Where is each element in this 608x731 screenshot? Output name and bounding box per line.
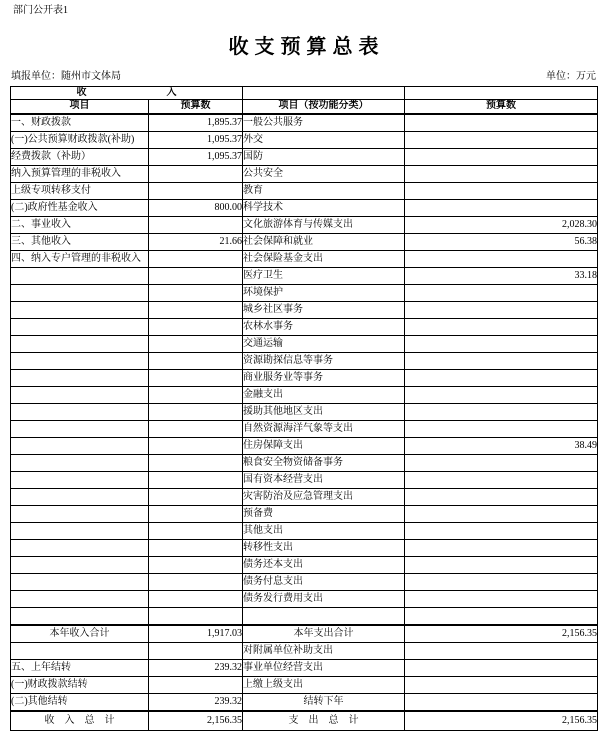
expense-item-cell: 住房保障支出: [243, 438, 405, 455]
income-item-cell: [11, 438, 149, 455]
income-item-cell: [11, 591, 149, 608]
table-row: [11, 438, 598, 455]
table-row: [11, 319, 598, 336]
reporting-unit-label: 填报单位：随州市文体局: [11, 71, 121, 82]
income-item-cell: [11, 574, 149, 591]
expense-budget-cell: [405, 149, 598, 166]
table-row: [11, 455, 598, 472]
income-item-cell: [11, 387, 149, 404]
income-budget-cell: [149, 183, 243, 200]
header-spacer-cell-2: [405, 87, 598, 100]
expense-item-cell: 商业服务业等事务: [243, 370, 405, 387]
expense-item-cell: 粮食安全物资储备事务: [243, 455, 405, 472]
income-item-cell: (二)其他结转: [11, 694, 149, 712]
income-item-cell: 本年收入合计: [11, 625, 149, 643]
table-row: [11, 200, 598, 217]
expense-item-cell: 援助其他地区支出: [243, 404, 405, 421]
expense-budget-cell: [405, 370, 598, 387]
expense-item-cell: 资源勘探信息等事务: [243, 353, 405, 370]
expense-item-cell: 国有资本经营支出: [243, 472, 405, 489]
expense-budget-cell: [405, 540, 598, 557]
expense-item-cell: 外交: [243, 132, 405, 149]
income-item-cell: [11, 455, 149, 472]
col-header-income-item: 项目: [11, 100, 149, 115]
expense-budget-cell: [405, 455, 598, 472]
col-header-expense-item: 项目（按功能分类）: [243, 100, 405, 115]
expense-item-cell: 支 出 总 计: [243, 711, 405, 731]
income-budget-cell: [149, 421, 243, 438]
income-item-cell: 五、上年结转: [11, 660, 149, 677]
income-item-cell: 经费拨款（补助）: [11, 149, 149, 166]
expense-budget-cell: [405, 643, 598, 660]
income-item-cell: [11, 421, 149, 438]
expense-budget-cell: 2,156.35: [405, 711, 598, 731]
income-budget-cell: [149, 302, 243, 319]
income-budget-cell: 21.66: [149, 234, 243, 251]
header-spacer-cell-1: [243, 87, 405, 100]
income-budget-cell: [149, 217, 243, 234]
income-item-cell: [11, 285, 149, 302]
expense-item-cell: 农林水事务: [243, 319, 405, 336]
expense-budget-cell: [405, 472, 598, 489]
table-row: [11, 643, 598, 660]
table-row: [11, 506, 598, 523]
income-item-cell: [11, 268, 149, 285]
table-row: [11, 387, 598, 404]
table-row: [11, 677, 598, 694]
income-item-cell: 一、财政拨款: [11, 114, 149, 132]
expense-budget-cell: [405, 489, 598, 506]
expense-item-cell: 对附属单位补助支出: [243, 643, 405, 660]
expense-item-cell: 本年支出合计: [243, 625, 405, 643]
expense-budget-cell: [405, 132, 598, 149]
expense-budget-cell: [405, 302, 598, 319]
expense-item-cell: 教育: [243, 183, 405, 200]
income-budget-cell: [149, 336, 243, 353]
table-row: [11, 132, 598, 149]
income-item-cell: [11, 608, 149, 626]
expense-item-cell: 其他支出: [243, 523, 405, 540]
income-item-cell: [11, 370, 149, 387]
income-budget-cell: [149, 591, 243, 608]
table-row: [11, 285, 598, 302]
expense-item-cell: 债务还本支出: [243, 557, 405, 574]
expense-budget-cell: 2,028.30: [405, 217, 598, 234]
expense-budget-cell: [405, 114, 598, 132]
table-row: [11, 336, 598, 353]
expense-item-cell: 转移性支出: [243, 540, 405, 557]
expense-budget-cell: [405, 660, 598, 677]
income-item-cell: [11, 319, 149, 336]
expense-budget-cell: [405, 421, 598, 438]
expense-item-cell: 交通运输: [243, 336, 405, 353]
income-item-cell: 二、事业收入: [11, 217, 149, 234]
expense-budget-cell: [405, 319, 598, 336]
expense-item-cell: 社会保险基金支出: [243, 251, 405, 268]
income-item-cell: 三、其他收入: [11, 234, 149, 251]
table-row: [11, 694, 598, 712]
expense-item-cell: 医疗卫生: [243, 268, 405, 285]
expense-budget-cell: [405, 608, 598, 626]
income-budget-cell: 1,095.37: [149, 132, 243, 149]
income-item-cell: (二)政府性基金收入: [11, 200, 149, 217]
expense-budget-cell: 56.38: [405, 234, 598, 251]
expense-item-cell: 债务付息支出: [243, 574, 405, 591]
expense-budget-cell: [405, 404, 598, 421]
unit-note-label: 单位：万元: [546, 71, 596, 82]
income-budget-cell: [149, 438, 243, 455]
expense-budget-cell: [405, 336, 598, 353]
expense-item-cell: 结转下年: [243, 694, 405, 712]
income-budget-cell: 239.32: [149, 694, 243, 712]
income-section-header-row: [11, 87, 598, 100]
table-row: [11, 149, 598, 166]
expense-item-cell: 文化旅游体育与传媒支出: [243, 217, 405, 234]
expense-budget-cell: [405, 200, 598, 217]
budget-table-body: [11, 114, 598, 731]
expense-item-cell: 公共安全: [243, 166, 405, 183]
income-item-cell: [11, 472, 149, 489]
table-row: [11, 591, 598, 608]
table-row: [11, 523, 598, 540]
income-budget-cell: [149, 268, 243, 285]
table-row: [11, 268, 598, 285]
expense-budget-cell: [405, 557, 598, 574]
income-budget-cell: 1,917.03: [149, 625, 243, 643]
income-item-cell: 纳入预算管理的非税收入: [11, 166, 149, 183]
budget-table: [10, 86, 598, 731]
income-item-cell: [11, 353, 149, 370]
table-row: [11, 608, 598, 626]
expense-budget-cell: [405, 694, 598, 712]
income-section-header: 收 入: [11, 87, 243, 100]
income-budget-cell: [149, 319, 243, 336]
income-item-cell: [11, 302, 149, 319]
expense-item-cell: 上缴上级支出: [243, 677, 405, 694]
table-row: [11, 234, 598, 251]
expense-budget-cell: 38.49: [405, 438, 598, 455]
income-budget-cell: 2,156.35: [149, 711, 243, 731]
expense-budget-cell: 2,156.35: [405, 625, 598, 643]
table-row: [11, 404, 598, 421]
expense-budget-cell: [405, 506, 598, 523]
table-row: [11, 489, 598, 506]
income-item-cell: (一)公共预算财政拨款(补助): [11, 132, 149, 149]
expense-item-cell: 预备费: [243, 506, 405, 523]
col-header-expense-budget: 预算数: [405, 100, 598, 115]
income-item-cell: (一)财政拨款结转: [11, 677, 149, 694]
expense-item-cell: 社会保障和就业: [243, 234, 405, 251]
income-budget-cell: [149, 404, 243, 421]
table-row: [11, 625, 598, 643]
table-row: [11, 183, 598, 200]
expense-item-cell: [243, 608, 405, 626]
table-row: [11, 114, 598, 132]
meta-row: [10, 71, 597, 83]
expense-budget-cell: [405, 387, 598, 404]
expense-item-cell: 国防: [243, 149, 405, 166]
income-item-cell: [11, 557, 149, 574]
budget-table-header: [11, 87, 598, 115]
income-budget-cell: 1,095.37: [149, 149, 243, 166]
table-row: [11, 574, 598, 591]
page-title: 收支预算总表: [228, 36, 385, 58]
expense-budget-cell: [405, 251, 598, 268]
income-budget-cell: [149, 166, 243, 183]
expense-budget-cell: [405, 677, 598, 694]
table-row: [11, 302, 598, 319]
table-row: [11, 370, 598, 387]
column-header-row: [11, 100, 598, 115]
expense-budget-cell: [405, 285, 598, 302]
expense-item-cell: 事业单位经营支出: [243, 660, 405, 677]
income-budget-cell: [149, 523, 243, 540]
expense-item-cell: 科学技术: [243, 200, 405, 217]
table-row: [11, 353, 598, 370]
income-budget-cell: [149, 251, 243, 268]
income-budget-cell: [149, 608, 243, 626]
income-budget-cell: 1,895.37: [149, 114, 243, 132]
expense-item-cell: 环境保护: [243, 285, 405, 302]
sheet-label: 部门公开表1: [13, 5, 68, 16]
table-row: [11, 540, 598, 557]
income-budget-cell: [149, 506, 243, 523]
expense-budget-cell: [405, 183, 598, 200]
expense-item-cell: 债务发行费用支出: [243, 591, 405, 608]
expense-item-cell: 金融支出: [243, 387, 405, 404]
income-item-cell: 四、纳入专户管理的非税收入: [11, 251, 149, 268]
expense-budget-cell: [405, 523, 598, 540]
income-budget-cell: 239.32: [149, 660, 243, 677]
income-budget-cell: [149, 540, 243, 557]
income-budget-cell: [149, 455, 243, 472]
table-row: [11, 421, 598, 438]
income-budget-cell: [149, 489, 243, 506]
expense-item-cell: 城乡社区事务: [243, 302, 405, 319]
income-budget-cell: [149, 472, 243, 489]
table-row: [11, 251, 598, 268]
income-budget-cell: [149, 370, 243, 387]
expense-item-cell: 自然资源海洋气象等支出: [243, 421, 405, 438]
expense-budget-cell: [405, 353, 598, 370]
income-item-cell: [11, 489, 149, 506]
income-budget-cell: [149, 574, 243, 591]
income-budget-cell: [149, 387, 243, 404]
income-item-cell: [11, 506, 149, 523]
income-item-cell: [11, 540, 149, 557]
table-row: [11, 472, 598, 489]
expense-budget-cell: [405, 166, 598, 183]
expense-item-cell: 一般公共服务: [243, 114, 405, 132]
income-item-cell: 上级专项转移支付: [11, 183, 149, 200]
income-item-cell: [11, 523, 149, 540]
table-row: [11, 217, 598, 234]
income-budget-cell: [149, 285, 243, 302]
income-budget-cell: [149, 557, 243, 574]
expense-item-cell: 灾害防治及应急管理支出: [243, 489, 405, 506]
income-budget-cell: [149, 677, 243, 694]
expense-budget-cell: [405, 591, 598, 608]
table-row: [11, 711, 598, 731]
expense-budget-cell: 33.18: [405, 268, 598, 285]
col-header-income-budget: 预算数: [149, 100, 243, 115]
table-row: [11, 166, 598, 183]
income-budget-cell: 800.00: [149, 200, 243, 217]
income-item-cell: [11, 336, 149, 353]
expense-budget-cell: [405, 574, 598, 591]
income-item-cell: 收 入 总 计: [11, 711, 149, 731]
income-item-cell: [11, 404, 149, 421]
income-budget-cell: [149, 353, 243, 370]
income-budget-cell: [149, 643, 243, 660]
table-row: [11, 660, 598, 677]
income-item-cell: [11, 643, 149, 660]
table-row: [11, 557, 598, 574]
